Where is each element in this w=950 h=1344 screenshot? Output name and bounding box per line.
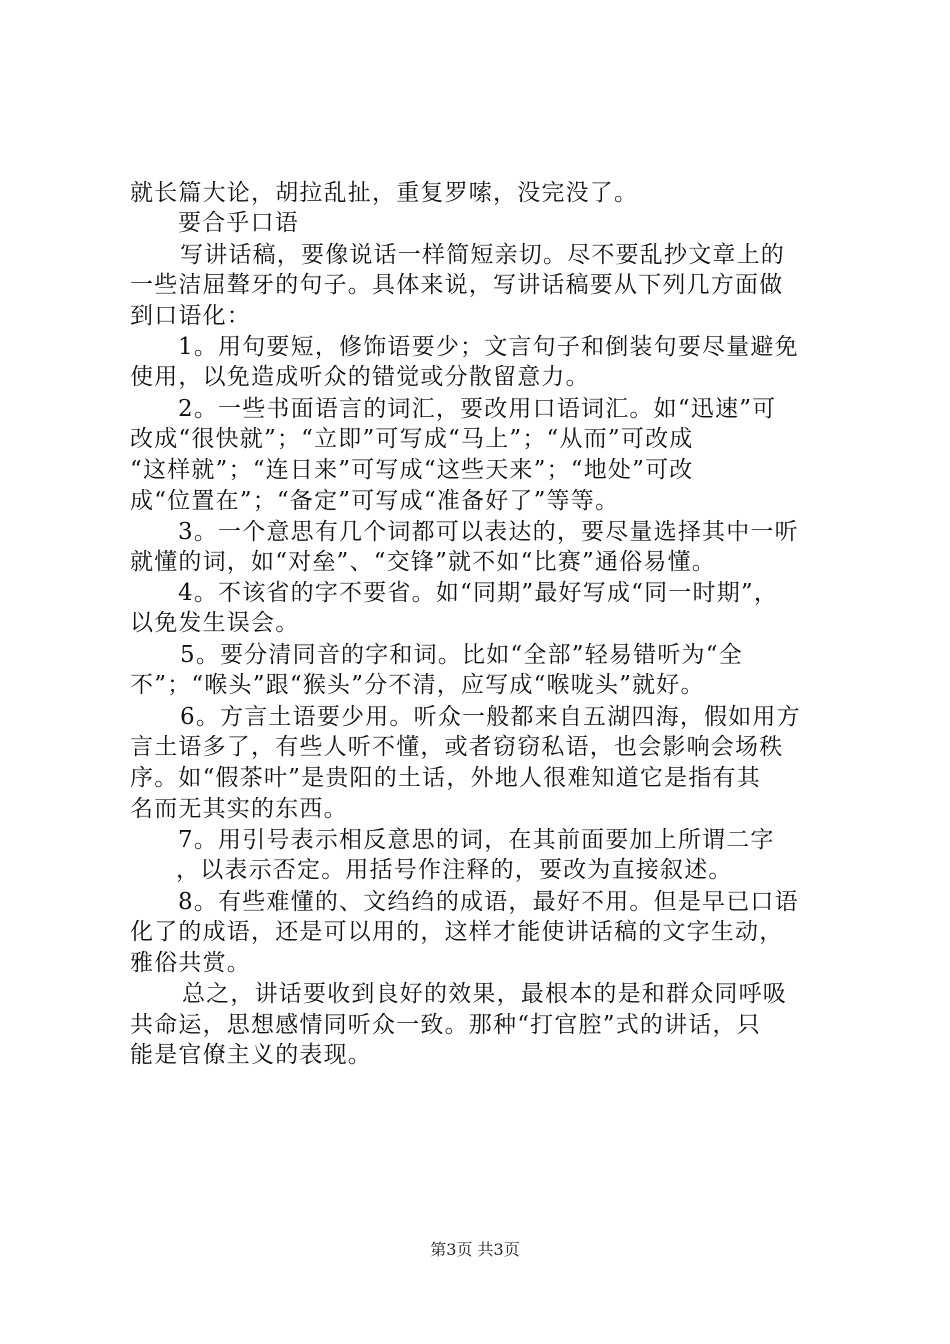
text-line: “这样就”；“连日来”可写成“这些天来”；“地处”可改 <box>130 457 694 483</box>
text-line: 7。用引号表示相反意思的词，在其前面要加上所谓二字 <box>178 827 775 853</box>
text-line: 使用，以免造成听众的错觉或分散留意力。 <box>130 364 590 390</box>
text-line: 不”；“喉头”跟“猴头”分不清，应写成“喉咙头”就好。 <box>130 672 705 698</box>
text-line: 到口语化： <box>130 303 251 329</box>
text-line: 写讲话稿，要像说话一样简短亲切。尽不要乱抄文章上的 <box>180 242 785 268</box>
text-line: 言土语多了，有些人听不懂，或者窃窃私语，也会影响会场秩 <box>130 734 784 760</box>
text-line: 4。不该省的字不要省。如“同期”最好写成“同一时期”， <box>178 580 779 606</box>
text-line: 成“位置在”；“备定”可写成“准备好了”等等。 <box>130 488 620 514</box>
text-line: 1。用句要短，修饰语要少；文言句子和倒装句要尽量避免 <box>178 334 799 360</box>
text-line: 就懂的词，如“对垒”、“交锋”就不如“比赛”通俗易懂。 <box>130 549 716 575</box>
text-line: 就长篇大论，胡拉乱扯，重复罗嗦，没完没了。 <box>130 180 639 206</box>
text-line: 2。一些书面语言的词汇，要改用口语词汇。如“迅速”可 <box>178 396 777 422</box>
text-line: 5。要分清同音的字和词。比如“全部”轻易错听为“全 <box>180 642 743 668</box>
text-line: 6。方言土语要少用。听众一般都来自五湖四海，假如用方 <box>180 704 801 730</box>
text-line: 序。如“假茶叶”是贵阳的土话，外地人很难知道它是指有其 <box>130 765 761 791</box>
section-heading: 要合乎口语 <box>178 210 299 236</box>
page-number-footer: 第3页 共3页 <box>430 1240 520 1259</box>
text-line: 总之，讲话要收到良好的效果，最根本的是和群众同呼吸 <box>182 981 787 1007</box>
text-line: 名而无其实的东西。 <box>130 796 348 822</box>
text-line: 能是官僚主义的表现。 <box>130 1042 372 1068</box>
text-line: 改成“很快就”；“立即”可写成“马上”；“从而”可改成 <box>130 426 694 452</box>
text-line: 共命运，思想感情同听众一致。那种“打官腔”式的讲话，只 <box>130 1012 761 1038</box>
text-line: 雅俗共赏。 <box>130 950 251 976</box>
text-line: 3。一个意思有几个词都可以表达的，要尽量选择其中一听 <box>178 519 799 545</box>
text-line: ，以表示否定。用括号作注释的，要改为直接叙述。 <box>176 857 733 883</box>
text-line: 一些洁屈聱牙的句子。具体来说，写讲话稿要从下列几方面做 <box>130 272 784 298</box>
text-line: 以免发生误会。 <box>130 610 300 636</box>
text-line: 化了的成语，还是可以用的，这样才能使讲话稿的文字生动， <box>130 919 784 945</box>
text-line: 8。有些难懂的、文绉绉的成语，最好不用。但是早已口语 <box>178 889 799 915</box>
